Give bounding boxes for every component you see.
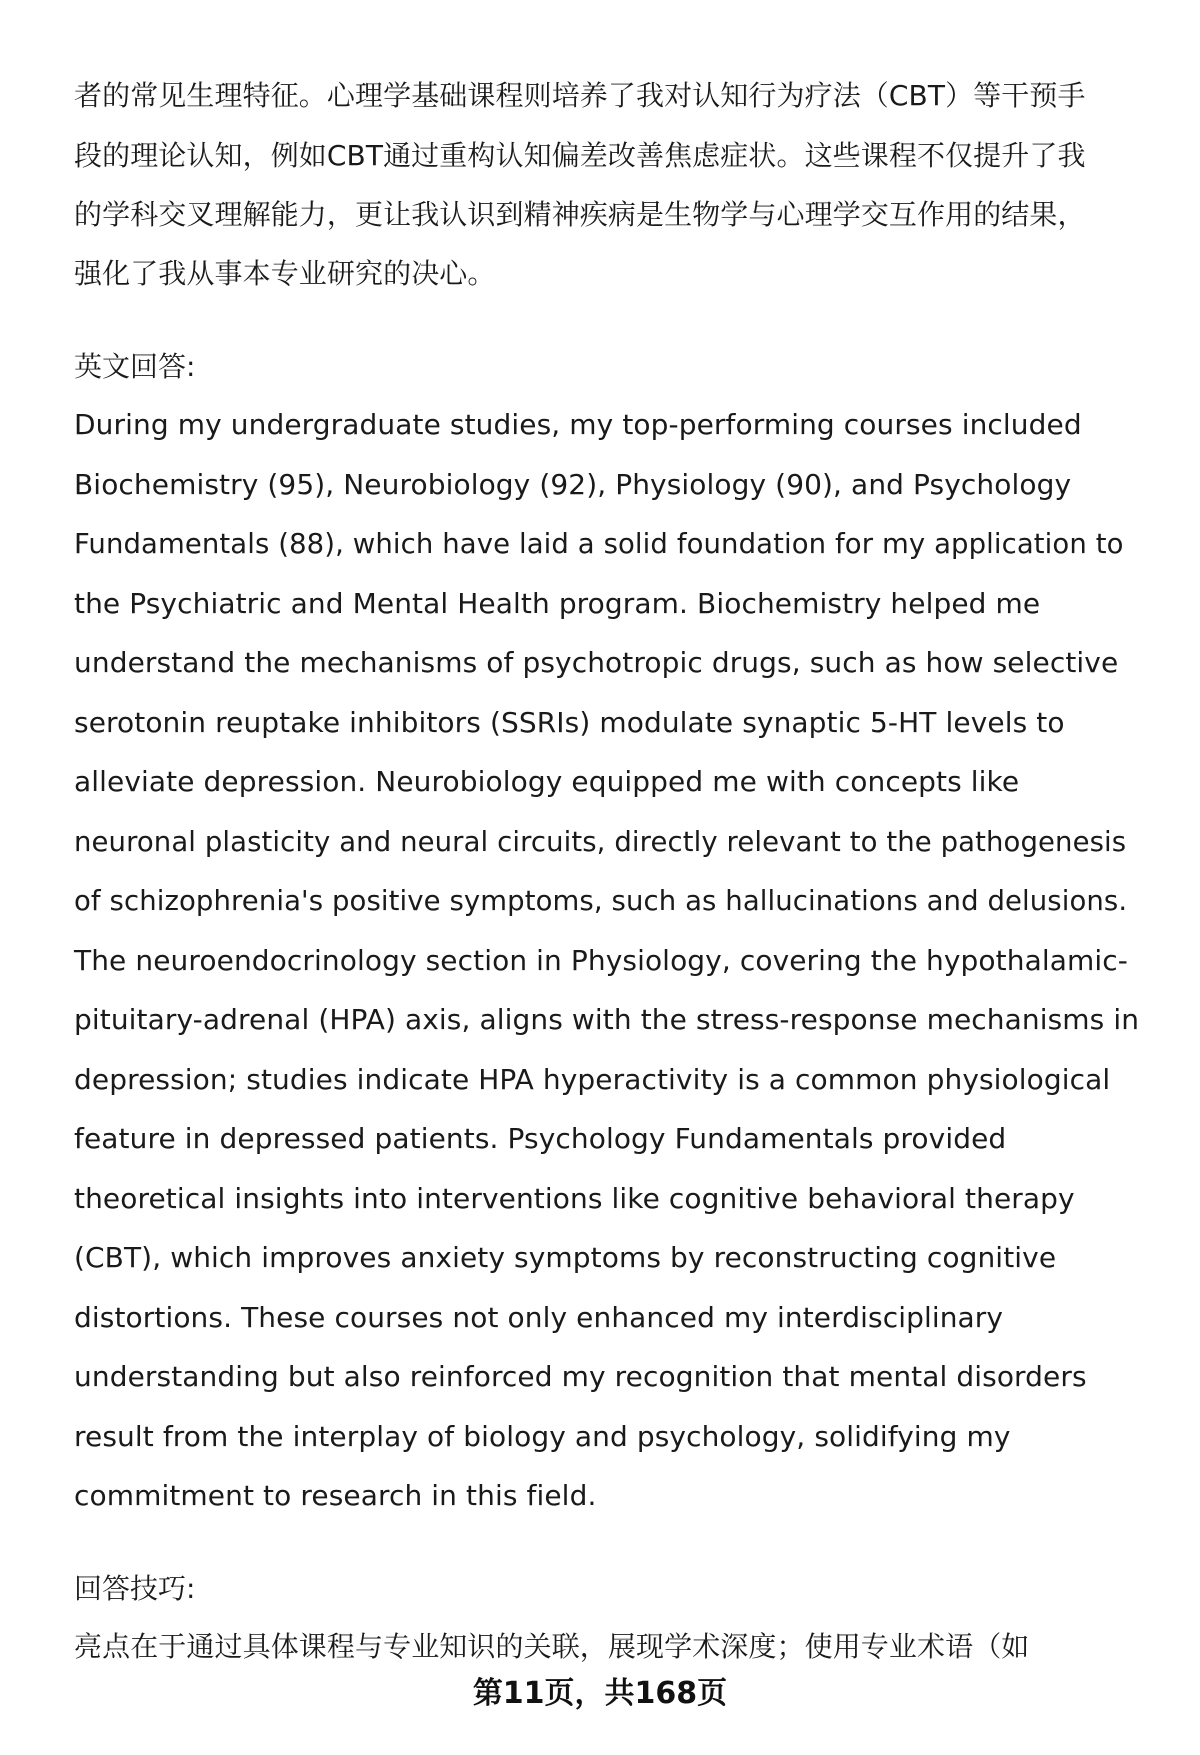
chinese-answer-line: 的学科交叉理解能力，更让我认识到精神疾病是生物学与心理学交互作用的结果，	[74, 198, 1086, 231]
english-answer-line: of schizophrenia's positive symptoms, such as hallucinations and delusions.	[74, 885, 1128, 917]
english-answer-line: the Psychiatric and Mental Health program. Biochemistry helped me	[74, 587, 1041, 620]
english-answer-line: commitment to research in this field.	[74, 1479, 597, 1512]
english-answer-line: During my undergraduate studies, my top-performing courses included	[74, 408, 1082, 441]
chinese-answer-line: 者的常见生理特征。心理学基础课程则培养了我对认知行为疗法（CBT）等干预手	[74, 79, 1086, 112]
english-answer-line: (CBT), which improves anxiety symptoms by reconstructing cognitive	[74, 1241, 1057, 1274]
english-answer-line: feature in depressed patients. Psychology Fundamentals provided	[74, 1122, 1007, 1155]
english-answer-line: Biochemistry (95), Neurobiology (92), Physiology (90), and Psychology	[74, 468, 1072, 501]
english-answer-line: neuronal plasticity and neural circuits, directly relevant to the pathogenesis	[74, 826, 1127, 858]
english-answer-line: distortions. These courses not only enhanced my interdisciplinary	[74, 1301, 1004, 1334]
tips-heading: 回答技巧:	[74, 1572, 196, 1605]
chinese-answer-line: 段的理论认知，例如CBT通过重构认知偏差改善焦虑症状。这些课程不仅提升了我	[74, 139, 1086, 172]
english-answer-line: The neuroendocrinology section in Physiology, covering the hypothalamic-	[74, 944, 1128, 977]
english-answer-line: result from the interplay of biology and psychology, solidifying my	[74, 1420, 1011, 1453]
tips-line: 亮点在于通过具体课程与专业知识的关联，展现学术深度；使用专业术语（如	[74, 1630, 1030, 1663]
english-answer-line: Fundamentals (88), which have laid a solid foundation for my application to	[74, 528, 1124, 560]
english-answer-line: depression; studies indicate HPA hyperactivity is a common physiological	[74, 1063, 1111, 1096]
page-number: 第11页，共168页	[472, 1676, 728, 1711]
english-answer-line: pituitary-adrenal (HPA) axis, aligns with the stress-response mechanisms in	[74, 1003, 1140, 1036]
english-answer-line: theoretical insights into interventions like cognitive behavioral therapy	[74, 1182, 1075, 1215]
english-answer-heading: 英文回答:	[74, 350, 196, 383]
chinese-answer-line: 强化了我从事本专业研究的决心。	[74, 257, 496, 290]
english-answer-line: alleviate depression. Neurobiology equipped me with concepts like	[74, 765, 1020, 798]
english-answer-line: understanding but also reinforced my recognition that mental disorders	[74, 1360, 1087, 1393]
english-answer-line: serotonin reuptake inhibitors (SSRIs) modulate synaptic 5-HT levels to	[74, 706, 1065, 739]
english-answer-line: understand the mechanisms of psychotropic drugs, such as how selective	[74, 646, 1119, 679]
